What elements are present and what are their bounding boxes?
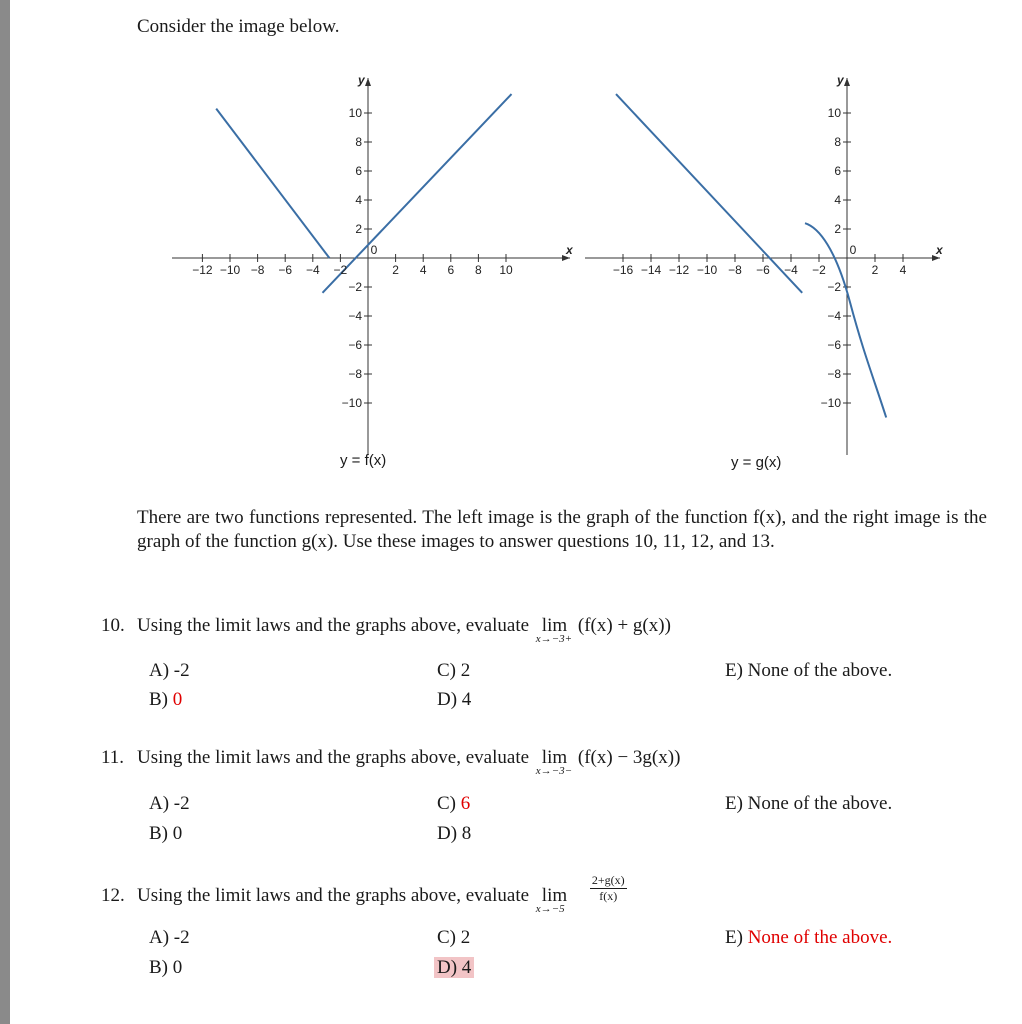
- x-tick-label: −12: [668, 263, 690, 277]
- y-tick-label: 4: [834, 193, 841, 207]
- question-number: 11.: [101, 747, 125, 768]
- x-tick-label: −10: [696, 263, 718, 277]
- choice-e: E) None of the above.: [725, 660, 893, 681]
- y-tick-label: −6: [827, 338, 841, 352]
- y-tick-label: 8: [834, 135, 841, 149]
- limit-subscript: x→−5: [535, 902, 565, 915]
- choice-b: B) 0: [149, 823, 183, 844]
- question-number: 10.: [101, 615, 125, 636]
- y-tick-label: 6: [834, 164, 841, 178]
- limit-operator: lim x→−5: [535, 884, 568, 915]
- choice-b: B) 0: [149, 957, 183, 978]
- x-tick-label: 4: [899, 263, 907, 277]
- choice-c: C) 2: [437, 927, 471, 948]
- choice-d: D) 4: [437, 689, 472, 710]
- x-tick-label: 4: [419, 263, 427, 277]
- x-tick-label: −10: [219, 263, 241, 277]
- description-paragraph: There are two functions represented. The left image is the graph of the function f(x), and the right image is the graph of the function g(x). Use these images to answer questions 10, 11, 12, and 13.: [137, 507, 987, 552]
- y-tick-label: −8: [827, 367, 841, 381]
- y-tick-label: 2: [355, 222, 362, 236]
- x-tick-label: −12: [192, 263, 213, 277]
- x-tick-label: −6: [278, 263, 293, 277]
- question-text: Using the limit laws and the graphs above, evaluate: [137, 615, 530, 636]
- y-tick-label: 10: [348, 106, 362, 120]
- y-tick-label: −4: [348, 309, 362, 323]
- x-tick-label: −2: [333, 263, 348, 277]
- intro-text: Consider the image below.: [137, 16, 340, 37]
- fraction-numerator: 2+g(x): [591, 873, 625, 887]
- y-tick-label: −4: [827, 309, 841, 323]
- choice-a: A) -2: [149, 793, 190, 814]
- x-tick-label: −2: [812, 263, 826, 277]
- x-tick-label: 8: [475, 263, 482, 277]
- x-tick-label: −16: [612, 263, 634, 277]
- choice-b: B) 0: [149, 689, 183, 710]
- x-tick-label: 0: [849, 243, 857, 257]
- limit-operator: lim x→−3+: [535, 615, 573, 645]
- y-tick-label: −2: [827, 280, 841, 294]
- x-tick-label: −14: [640, 263, 662, 277]
- question-10: [101, 615, 671, 645]
- limit-expression: (f(x) + g(x)): [577, 615, 671, 636]
- choice-d: D) 8: [437, 823, 472, 844]
- f-left-branch: [216, 109, 329, 258]
- graph-g: [585, 70, 960, 470]
- x-tick-label: −8: [250, 263, 265, 277]
- choice-a: A) -2: [149, 927, 190, 948]
- limit-operator: lim x→−3−: [535, 747, 573, 777]
- graph-g-caption: y = g(x): [731, 454, 782, 471]
- x-tick-label: 2: [392, 263, 399, 277]
- choice-d: [434, 957, 474, 979]
- choice-c: C) 2: [437, 660, 471, 681]
- selected-answer: 0: [172, 689, 183, 710]
- question-text: Using the limit laws and the graphs above, evaluate: [137, 747, 530, 768]
- y-tick-label: −8: [348, 367, 362, 381]
- graph-g-curves: [616, 94, 886, 417]
- selected-answer: 6: [460, 793, 471, 814]
- y-tick-label: −10: [341, 396, 362, 410]
- y-tick-label: 4: [355, 193, 362, 207]
- limit-subscript: x→−3+: [535, 633, 573, 645]
- page-edge: [0, 0, 10, 1024]
- choice-a: A) -2: [149, 660, 190, 681]
- x-axis-label: x: [566, 243, 573, 257]
- limit-expression: (f(x) − 3g(x)): [577, 747, 681, 768]
- x-tick-label: 6: [447, 263, 455, 277]
- x-axis-label: x: [936, 243, 943, 257]
- choice-e: E) None of the above.: [725, 793, 893, 814]
- graph-f: [160, 70, 580, 470]
- limit-fraction: [590, 873, 627, 904]
- y-axis-label: y: [358, 73, 365, 87]
- question-number: 12.: [101, 884, 125, 906]
- selected-answer: None of the above.: [747, 927, 893, 948]
- y-tick-label: −2: [348, 280, 362, 294]
- y-tick-label: 6: [355, 164, 362, 178]
- g-right-branch: [805, 223, 886, 417]
- y-tick-label: −10: [820, 396, 841, 410]
- y-tick-label: −6: [348, 338, 362, 352]
- x-tick-label: −4: [305, 263, 320, 277]
- f-right-branch: [323, 94, 512, 293]
- choice-e: E) None of the above.: [725, 927, 893, 948]
- x-tick-label: 10: [499, 263, 513, 277]
- graph-f-tick-labels: [192, 73, 574, 410]
- x-tick-label: 2: [871, 263, 879, 277]
- x-tick-label: −8: [728, 263, 742, 277]
- x-tick-label: −6: [756, 263, 770, 277]
- x-tick-label: 0: [370, 243, 378, 257]
- graph-g-tick-labels: [613, 73, 944, 410]
- y-axis-label: y: [837, 73, 844, 87]
- y-tick-label: 10: [827, 106, 841, 120]
- question-11: [101, 747, 681, 777]
- choice-c: C) 6: [437, 793, 471, 814]
- y-tick-label: 8: [355, 135, 362, 149]
- x-tick-label: −4: [784, 263, 798, 277]
- question-text: Using the limit laws and the graphs above, evaluate: [137, 884, 530, 906]
- limit-subscript: x→−3−: [535, 765, 573, 777]
- graph-f-caption: y = f(x): [340, 452, 387, 469]
- y-axis-arrow: [844, 78, 850, 86]
- question-12: [101, 873, 627, 915]
- y-tick-label: 2: [834, 222, 841, 236]
- highlighted-answer: D) 4: [434, 957, 474, 978]
- fraction-denominator: f(x): [599, 889, 618, 903]
- y-axis-arrow: [365, 78, 371, 86]
